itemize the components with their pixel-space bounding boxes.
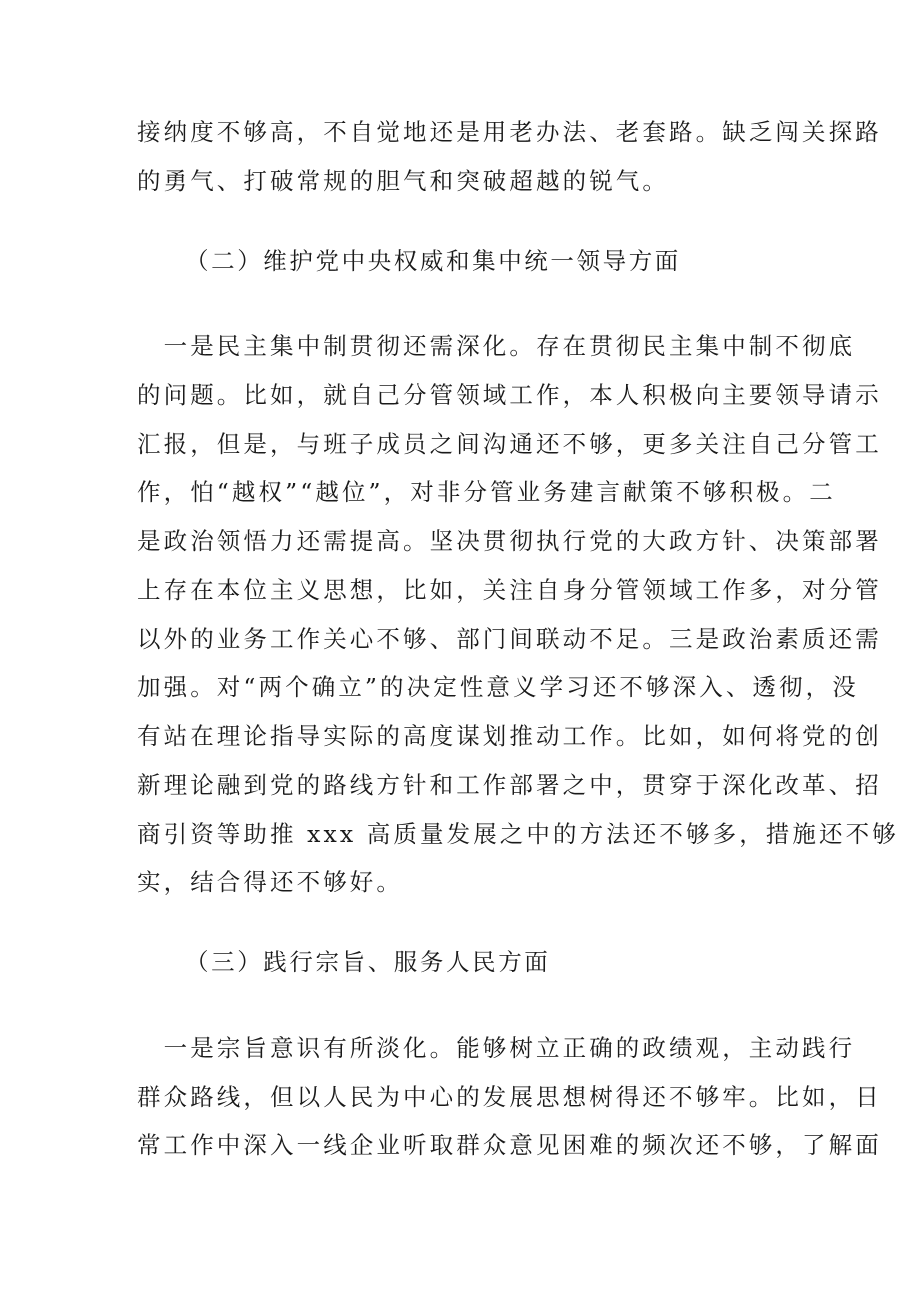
paragraph-2-line-9: 有站在理论指导实际的高度谋划推动工作。比如，如何将党的创 bbox=[137, 722, 882, 750]
paragraph-2-line-11: 商引资等助推 xxx 高质量发展之中的方法还不够多，措施还不够 bbox=[137, 820, 899, 848]
paragraph-2-line-7: 以外的业务工作关心不够、部门间联动不足。三是政治素质还需 bbox=[137, 625, 882, 653]
section-heading-3: （三）践行宗旨、服务人民方面 bbox=[185, 948, 551, 976]
paragraph-3-line-2: 群众路线，但以人民为中心的发展思想树得还不够牢。比如，日 bbox=[137, 1083, 882, 1111]
paragraph-3-line-3: 常工作中深入一线企业听取群众意见困难的频次还不够，了解面 bbox=[137, 1131, 882, 1159]
paragraph-2-line-8: 加强。对“两个确立”的决定性意义学习还不够深入、透彻，没 bbox=[137, 673, 859, 701]
paragraph-2-line-1: 一是民主集中制贯彻还需深化。存在贯彻民主集中制不彻底 bbox=[137, 332, 856, 360]
section-heading-2: （二）维护党中央权威和集中统一领导方面 bbox=[185, 247, 681, 275]
paragraph-1-line-2: 的勇气、打破常规的胆气和突破超越的锐气。 bbox=[137, 167, 669, 195]
paragraph-2-line-2: 的问题。比如，就自己分管领域工作，本人积极向主要领导请示 bbox=[137, 381, 882, 409]
paragraph-2-line-4: 作，怕“越权”“越位”，对非分管业务建言献策不够积极。二 bbox=[137, 478, 836, 506]
paragraph-2-line-5: 是政治领悟力还需提高。坚决贯彻执行党的大政方针、决策部署 bbox=[137, 527, 882, 555]
paragraph-2-line-12: 实，结合得还不够好。 bbox=[137, 868, 403, 896]
paragraph-1-line-1: 接纳度不够高，不自觉地还是用老办法、老套路。缺乏闯关探路 bbox=[137, 118, 882, 146]
paragraph-2-line-3: 汇报，但是，与班子成员之间沟通还不够，更多关注自己分管工 bbox=[137, 430, 882, 458]
paragraph-3-line-1: 一是宗旨意识有所淡化。能够树立正确的政绩观，主动践行 bbox=[137, 1034, 856, 1062]
paragraph-2-line-10: 新理论融到党的路线方针和工作部署之中，贯穿于深化改革、招 bbox=[137, 771, 882, 799]
paragraph-2-line-6: 上存在本位主义思想，比如，关注自身分管领域工作多，对分管 bbox=[137, 576, 882, 604]
